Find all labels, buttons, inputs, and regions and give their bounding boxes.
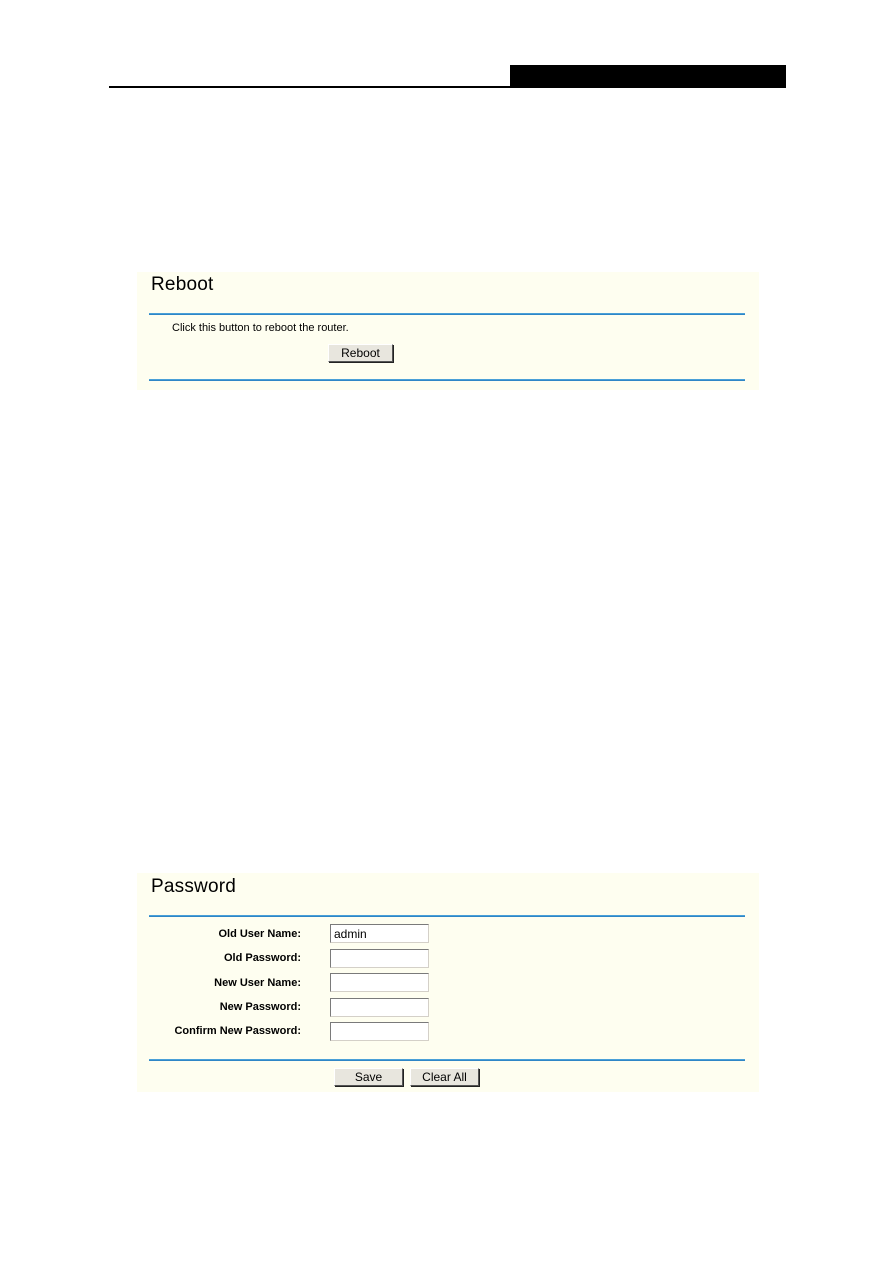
header-rule: [109, 86, 786, 88]
header-black-block: [510, 65, 786, 88]
new-password-input[interactable]: [330, 998, 429, 1017]
old-password-input[interactable]: [330, 949, 429, 968]
confirm-new-password-input[interactable]: [330, 1022, 429, 1041]
password-panel-title: Password: [151, 876, 237, 897]
save-button[interactable]: Save: [334, 1068, 403, 1086]
password-panel: [137, 873, 759, 1092]
clear-all-button[interactable]: Clear All: [410, 1068, 479, 1086]
password-bottom-divider: [149, 1059, 745, 1061]
reboot-panel-title: Reboot: [151, 274, 214, 295]
reboot-description: Click this button to reboot the router.: [172, 322, 349, 334]
new-user-name-input[interactable]: [330, 973, 429, 992]
confirm-new-password-label: Confirm New Password:: [174, 1025, 301, 1037]
reboot-button[interactable]: Reboot: [328, 344, 393, 362]
old-user-name-input[interactable]: [330, 924, 429, 943]
old-user-name-label: Old User Name:: [218, 928, 301, 940]
reboot-top-divider: [149, 313, 745, 315]
old-password-label: Old Password:: [223, 952, 301, 964]
new-user-name-label: New User Name:: [214, 977, 301, 989]
password-top-divider: [149, 915, 745, 917]
new-password-label: New Password:: [219, 1001, 301, 1013]
reboot-panel: [137, 272, 759, 390]
reboot-bottom-divider: [149, 379, 745, 381]
